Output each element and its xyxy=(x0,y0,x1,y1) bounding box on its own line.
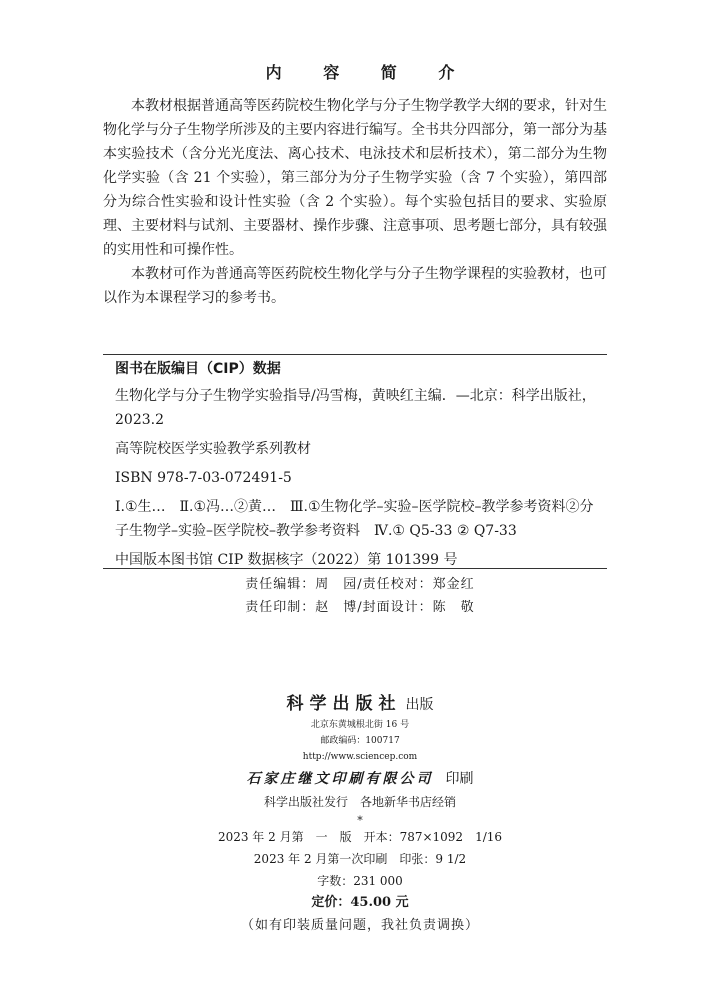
cip-isbn: ISBN 978-7-03-072491-5 xyxy=(115,470,292,486)
publisher-line xyxy=(0,692,720,717)
price: 定价：45.00 元 xyxy=(311,895,409,910)
staff-line-editors: 责任编辑：周 园/责任校对：郑金红 xyxy=(245,577,475,592)
edition-line-printing: 2023 年 2 月第一次印刷 印张：9 1/2 xyxy=(253,852,467,866)
edition-line-first: 2023 年 2 月第 一 版 开本：787×1092 1/16 xyxy=(217,830,503,844)
publisher-suffix: 出版 xyxy=(405,697,434,713)
separator-star: * xyxy=(357,814,363,827)
cip-data-section xyxy=(115,358,605,577)
publisher-name: 科学出版社 xyxy=(286,694,402,714)
summary-title: 内 容 简 介 xyxy=(265,63,473,82)
publisher-address: 北京东黄城根北街 16 号 xyxy=(310,720,410,730)
publisher-website: http://www.sciencep.com xyxy=(302,752,418,762)
publisher-postcode: 邮政编码：100717 xyxy=(320,736,400,746)
cip-classification: Ⅰ.①生… Ⅱ.①冯…②黄… Ⅲ.①生物化学–实验–医学院校–教学参考资料②分子生物学–实验–医学院校–教学参考资料 Ⅳ.① Q5-33 ② Q7-33 xyxy=(115,499,594,539)
distribution-line: 科学出版社发行 各地新华书店经销 xyxy=(263,795,456,809)
cip-bottom-rule xyxy=(103,568,607,569)
cip-heading: 图书在版编目（CIP）数据 xyxy=(115,361,281,377)
cip-series: 高等院校医学实验教学系列教材 xyxy=(115,441,311,457)
edition-block xyxy=(0,826,720,938)
staff-credits xyxy=(0,573,720,619)
printer-line xyxy=(0,767,720,791)
staff-line-printing: 责任印制：赵 博/封面设计：陈 敬 xyxy=(245,600,475,615)
printer-suffix: 印刷 xyxy=(445,771,474,787)
cip-title-line: 生物化学与分子生物学实验指导/冯雪梅，黄映红主编．—北京：科学出版社，2023.2 xyxy=(115,388,596,428)
printer-name: 石家庄继文印刷有限公司 xyxy=(246,771,434,787)
quality-notice: （如有印装质量问题，我社负责调换） xyxy=(240,918,479,933)
summary-section xyxy=(103,94,607,310)
word-count: 字数：231 000 xyxy=(317,874,403,888)
summary-paragraph: 本教材可作为普通高等医药院校生物化学与分子生物学课程的实验教材，也可以作为本课程学习的参考书。 xyxy=(103,266,607,306)
publisher-block xyxy=(0,692,720,829)
summary-paragraph: 本教材根据普通高等医药院校生物化学与分子生物学教学大纲的要求，针对生物化学与分子生物学所涉及的主要内容进行编写。全书共分四部分，第一部分为基本实验技术（含分光光度法、离心技术、电泳技术和层析技术），第二部分为生物化学实验（含 21 个实验），第三部分为分子生物学实验（含 7 个实验），第四部分为综合性实验和设计性实验（含 2 个实验）。每个实验包括目的要求、实验原理、主要材料与试剂、主要器材、操作步骤、注意事项、思考题七部分，具有较强的实用性和可操作性。 xyxy=(103,98,607,258)
cip-record: 中国版本图书馆 CIP 数据核字（2022）第 101399 号 xyxy=(115,552,458,568)
cip-top-rule xyxy=(103,354,607,355)
